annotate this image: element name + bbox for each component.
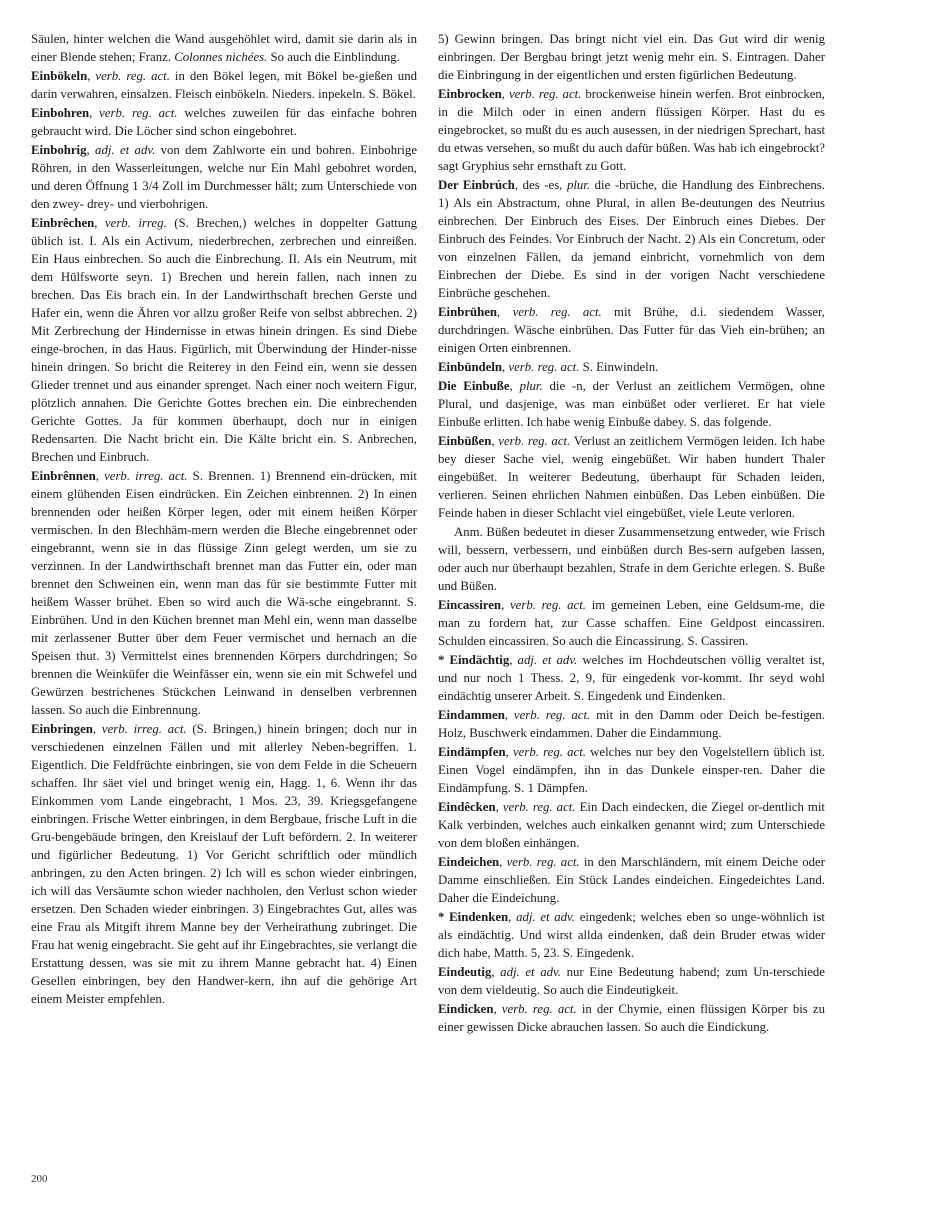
grammar-label: verb. reg. act. <box>99 106 178 120</box>
headword: Einbohren <box>31 106 90 120</box>
headword: Der Einbrúch <box>438 178 515 192</box>
entry-text: , <box>504 708 514 722</box>
headword: Einbrühen <box>438 305 498 319</box>
entry-text: welches zuweilen für das einfache bohren gebraucht wird. Die Löcher sind schon eingebohret. <box>31 106 417 138</box>
entry-text: , <box>92 722 102 736</box>
grammar-label: verb. reg. act. <box>509 598 586 612</box>
entry-text: , <box>508 910 517 924</box>
entry-text: (S. Bringen,) hinein bringen; doch nur in verschiedenen einzelnen Fällen und mit allerley Neben-begriffen. 1. Eigentlich. Die Feldfrüchte einbringen, sie von dem Felde in die Scheuern schaffen. Ihr säet viel und bringet wenig ein, Hagg. 1, 6. Wenn ihr das Einkommen vom Lande eingebracht, 1 Mos. 23, 39. Kriegsgefangene einbringen. Frische Wetter einbringen, in dem Bergbaue, frische Luft in die Gru-bengebäude bringen, den Kreislauf der Luft befördern. 2. In weiterer und figürlicher Bedeutung. 1) Vor Gericht schriftlich oder mündlich anbringen, zu den Acten bringen. 2) Ich will es schon wieder einbringen, ich will das Versäumte schon wieder nachholen, den Verlust schon wieder ersetzen. Den Schaden wieder einbringen. 3) Eingebrachtes Gut, alles was eine Frau als Mitgift ihrem Manne bey der Verheirathung zubringet. Die Frau hat wenig eingebracht. Sie geht auf ihr Eingebrachtes, sie verlangt die Erstattung dessen, was sie mit zu ihrem Manne gebracht hat. 4) Einen Gesellen einbringen, bey den Handwer-kern, ihn auf die gehörige Art einem Meister empfehlen. <box>31 722 417 1006</box>
grammar-label: verb. reg. act. <box>95 69 170 83</box>
grammar-label: adj. et adv. <box>95 143 156 157</box>
headword: Einbringen <box>31 722 93 736</box>
entry-text: Säulen, hinter welchen die Wand ausgehöhlet wird, damit sie darin als in einer Blende stehen; Franz. <box>31 32 417 64</box>
entry-paragraph <box>31 104 417 140</box>
left-column <box>31 30 417 1008</box>
entry-text: , <box>505 745 513 759</box>
entry-text: , <box>89 106 100 120</box>
entry-text: mit in den Damm oder Deich be-festigen. Holz, Buschwerk eindammen. Daher die Eindammung. <box>438 708 826 740</box>
entry-paragraph <box>31 141 417 213</box>
entry-text: , <box>491 434 499 448</box>
entry-paragraph <box>438 1000 825 1036</box>
grammar-label: plur. <box>519 379 543 393</box>
entry-paragraph <box>31 720 417 1008</box>
grammar-label: verb. reg. act. <box>513 708 591 722</box>
grammar-label: verb. reg. act. <box>501 1002 577 1016</box>
entry-text: , <box>502 360 509 374</box>
entry-text: , <box>95 469 105 483</box>
entry-text: die -brüche, die Handlung des Einbrechens. 1) Als ein Abstractum, ohne Plural, in allen Be-deutungen des Neutrius einbrechen. Der Einbruch des Eises. Der Einbruch eines Diebes. Der Einbruch des Feindes. Vor Einbruch der Nacht. 2) Als ein Concretum, oder von einzelnen Fällen, da jemand einbricht, vornehmlich von dem Einbrechen der Diebe. Es sind in der vorigen Nacht verschiedene Einbrüche geschehen. <box>438 178 825 300</box>
grammar-label: verb. reg. act. <box>502 800 576 814</box>
entry-text: brockenweise hinein werfen. Brot einbrocken, in die Milch oder in einen andern flüssigen Körper. Hast du es eingebrocket, so mußt du es auch ausessen, in der niedrigen Sprechart, hast du etwas versehen, so mußt du auch dafür büßen. Was hab ich eingebrockt? sagt Gryphius sehr ernsthaft zu Gott. <box>438 87 825 173</box>
entry-paragraph <box>438 303 825 357</box>
entry-text: , <box>509 379 520 393</box>
entry-text: , des -es, <box>514 178 567 192</box>
entry-paragraph <box>438 706 825 742</box>
entry-text: welches im Hochdeutschen völlig veraltet ist, und nur noch 1 Thess. 2, 9, für eingedenk vor-kommt. Ihr seyd wohl eindächtig unserer Arbeit. S. Eingedenk und Eindenken. <box>438 653 825 703</box>
headword: Einbündeln <box>438 360 503 374</box>
page-number: 200 <box>31 1173 48 1185</box>
entry-paragraph <box>31 30 417 66</box>
entry-paragraph <box>438 432 825 522</box>
headword: Eindicken <box>438 1002 494 1016</box>
entry-text: , <box>94 216 105 230</box>
headword: Einbohrig <box>31 143 87 157</box>
entry-paragraph <box>438 358 825 376</box>
grammar-label: verb. reg. act. <box>506 855 580 869</box>
entry-text: welches nur bey den Vogelstellern üblich ist. Einen Vogel eindämpfen, ihn in das Dunkele einsper-ren. Daher die Eindämpfung. S. 1 Dämpfen. <box>438 745 826 795</box>
entry-paragraph <box>438 596 825 650</box>
entry-text: Anm. Büßen bedeutet in dieser Zusammensetzung entweder, wie Frisch will, bessern, verbessern, und einbüßen durch Bes-sern aufgeben lassen, oder auch nur überhaupt bezahlen, Strafe in dem Gerichte erlegen. S. Buße und Büßen. <box>438 525 825 593</box>
headword: Eindammen <box>438 708 505 722</box>
entry-text: die -n, der Verlust an zeitlichem Vermögen, ohne Plural, und dasjenige, was man einbüßet oder verlieret. Er hat viele Einbuße erlitten. Ich habe wenig Einbuße dabey. S. das folgende. <box>438 379 825 429</box>
headword: * Eindenken <box>438 910 509 924</box>
entry-text: eingedenk; welches eben so unge-wöhnlich ist als eindächtig. Und wirst allda eindenken, daß dein Bruder etwas wider dich habe, Matth. 5, 23. S. Eingedenk. <box>438 910 825 960</box>
entry-text: So auch die Einblindung. <box>267 50 400 64</box>
entry-text: , <box>87 69 96 83</box>
entry-text: in den Marschländern, mit einem Deiche oder Damme einschließen. Ein Stück Landes eindeichen. Eingedeichtes Land. Daher die Eindeichung. <box>438 855 825 905</box>
grammar-label: verb. reg. act. <box>508 87 582 101</box>
entry-text: , <box>501 598 510 612</box>
entry-text: (S. Brechen,) welches in doppelter Gattung üblich ist. I. Als ein Activum, niederbrechen, zerbrechen und einreißen. Ein Haus einbrechen. So auch die Einbrechung. II. Als ein Neutrum, mit dem Hülfsworte seyn. 1) Brechen und herein fallen, nach innen zu brechen. Das Eis brach ein. In der Landwirthschaft brechen Gerste und Hafer ein, wenn die Ähren vor allzu großer Reife von selbst abbrechen. 2) Mit Zerbrechung der Hindernisse in etwas hinein dringen. Es sind Diebe einge-brochen, in das Haus. Figürlich, mit Überwindung der Hinder-nisse hinein dringen. So bricht die Reiterey in den Feind ein, wenn sie dessen Glieder trennet und aus einander sprenget. Nach einer noch weitern Figur, plötzlich annahen. Die Gerichte Gottes brechen ein. Die einbrechenden Gerichte Gottes. Ja für kommen überhaupt, doch nur in einigen Redensarten. Die Nacht bricht ein. Die Kälte bricht ein. S. Anbrechen, Brechen und Einbruch. <box>31 216 417 464</box>
grammar-label: verb. irreg. act. <box>104 469 188 483</box>
entry-text: nur Eine Bedeutung habend; zum Un-terschiede von dem vieldeutig. So auch die Eindeutigkeit. <box>438 965 825 997</box>
entry-text: , <box>491 965 501 979</box>
headword: * Eindächtig <box>438 653 510 667</box>
entry-text: 5) Gewinn bringen. Das bringt nicht viel ein. Das Gut wird dir wenig einbringen. Der Bergbau bringt jetzt wenig mehr ein. S. Eintragen. Daher die Einbringung in der eigentlichen und ersten figürlichen Bedeutung. <box>438 32 825 82</box>
entry-text: Ein Dach eindecken, die Ziegel or-dentlich mit Kalk verbinden, welches auch einkalken genannt wird; zum Unterschiede von dem bloßen einhängen. <box>438 800 825 850</box>
entry-text: , <box>509 653 518 667</box>
headword: Eincassiren <box>438 598 502 612</box>
entry-paragraph <box>31 214 417 466</box>
entry-text: S. Brennen. 1) Brennend ein-drücken, mit einem glühenden Eisen eindrücken. Ein Zeichen einbrennen. 2) In einen brennenden oder heißen Körper legen, oder mit einem heißen Körper vermischen. In den Blechhäm-mern werden die Bleche eingebrennet oder eingebrannt, wenn sie in das flüssige Zinn gelegt werden, um sie zu verzinnen. In der Landwirthschaft brennet man das Futter ein, oder man brennet den Schweinen ein, wenn man das für sie bestimmte Futter mit heißem Wasser brühet. Eben so wird auch die Wä-sche eingebrannt. S. Einbrühen. Und in den Küchen brennet man Mehl ein, wenn man dasselbe mit zerlassener Butter über dem Feuer vermischet und hernach an die Speisen thut. 3) Vermittelst eines brennenden Körpers durchdringen; So brennen die Weinküfer die Weinfässer ein, wenn sie ein mit Schwefel und Gewürzen bestrichenes Stückchen Leinwand in denselben verbrennen lassen. So auch die Einbrennung. <box>31 469 417 717</box>
entry-text: , <box>86 143 96 157</box>
entry-paragraph <box>31 67 417 103</box>
entry-text: , <box>501 87 509 101</box>
grammar-label: verb. reg. act. <box>498 434 571 448</box>
entry-paragraph <box>438 176 825 302</box>
entry-text: in der Chymie, einen flüssigen Körper bis zu einer gewissen Dicke abrauchen lassen. So auch die Eindickung. <box>438 1002 825 1034</box>
entry-text: im gemeinen Leben, eine Geldsum-me, die man zu fordern hat, zur Casse schaffen. Eine Geldpost eincassiren. Schulden eincassiren. So auch die Eincassirung. S. Cassiren. <box>438 598 825 648</box>
grammar-label: adj. et adv. <box>516 910 575 924</box>
entry-paragraph <box>438 853 825 907</box>
headword: Einbüßen <box>438 434 492 448</box>
entry-paragraph <box>438 523 825 595</box>
entry-paragraph <box>438 743 825 797</box>
headword: Die Einbuße <box>438 379 510 393</box>
headword: Eindeutig <box>438 965 492 979</box>
grammar-label: verb. irreg. act. <box>101 722 187 736</box>
entry-text: in den Bökel legen, mit Bökel be-gießen und darin verwahren, einsalzen. Fleisch einbökeln. Nieders. inpekeln. S. Bökel. <box>31 69 417 101</box>
entry-paragraph <box>438 908 825 962</box>
headword: Eindêcken <box>438 800 496 814</box>
entry-paragraph <box>438 85 825 175</box>
entry-paragraph <box>31 467 417 719</box>
headword: Eindeichen <box>438 855 500 869</box>
headword: Einbökeln <box>31 69 88 83</box>
entry-text: Verlust an zeitlichem Vermögen leiden. Ich habe bey dieser Sache viel, wenig eingebüßet. Wir haben hundert Thaler eingebüßet. In weiterer Bedeutung, überhaupt für Schaden leiden, verlieren. Seinen ehrlichen Nahmen einbüßen. Das Leben einbüßen. Die Feinde haben in dieser Schlacht viel eingebüßet, viele Leute verloren. <box>438 434 825 520</box>
entry-paragraph <box>438 30 825 84</box>
entry-text: , <box>499 855 507 869</box>
grammar-label: verb. irreg. <box>104 216 167 230</box>
entry-paragraph <box>438 798 825 852</box>
grammar-label: verb. reg. act. <box>508 360 580 374</box>
entry-text: mit Brühe, d.i. siedendem Wasser, durchdringen. Wäsche einbrühen. Das Futter für das Vieh ein-brühen; an einigen Orten einbrennen. <box>438 305 826 355</box>
grammar-label: plur. <box>566 178 591 192</box>
grammar-label: adj. et adv. <box>500 965 561 979</box>
entry-text: , <box>493 1002 502 1016</box>
grammar-label: verb. reg. act. <box>512 745 586 759</box>
entry-paragraph <box>438 651 825 705</box>
entry-paragraph <box>438 377 825 431</box>
grammar-label: adj. et adv. <box>517 653 578 667</box>
grammar-label: verb. reg. act. <box>512 305 602 319</box>
headword: Einbrocken <box>438 87 502 101</box>
entry-text: , <box>497 305 513 319</box>
entry-paragraph <box>438 963 825 999</box>
entry-text: , <box>495 800 503 814</box>
right-column <box>438 30 825 1036</box>
headword: Einbrêchen <box>31 216 95 230</box>
entry-text: von dem Zahlworte ein und bohren. Einbohrige Röhren, in den Wasserleitungen, welche nur Ein Mahl gebohret worden, und deren Öffnung 1 3/4 Zoll im Durchmesser hält; zum Unterschiede von den zwey- drey- und vierbohrigen. <box>31 143 417 211</box>
headword: Einbrênnen <box>31 469 96 483</box>
grammar-label: Colonnes nichées. <box>174 50 268 64</box>
entry-text: S. Einwindeln. <box>579 360 659 374</box>
headword: Eindämpfen <box>438 745 506 759</box>
